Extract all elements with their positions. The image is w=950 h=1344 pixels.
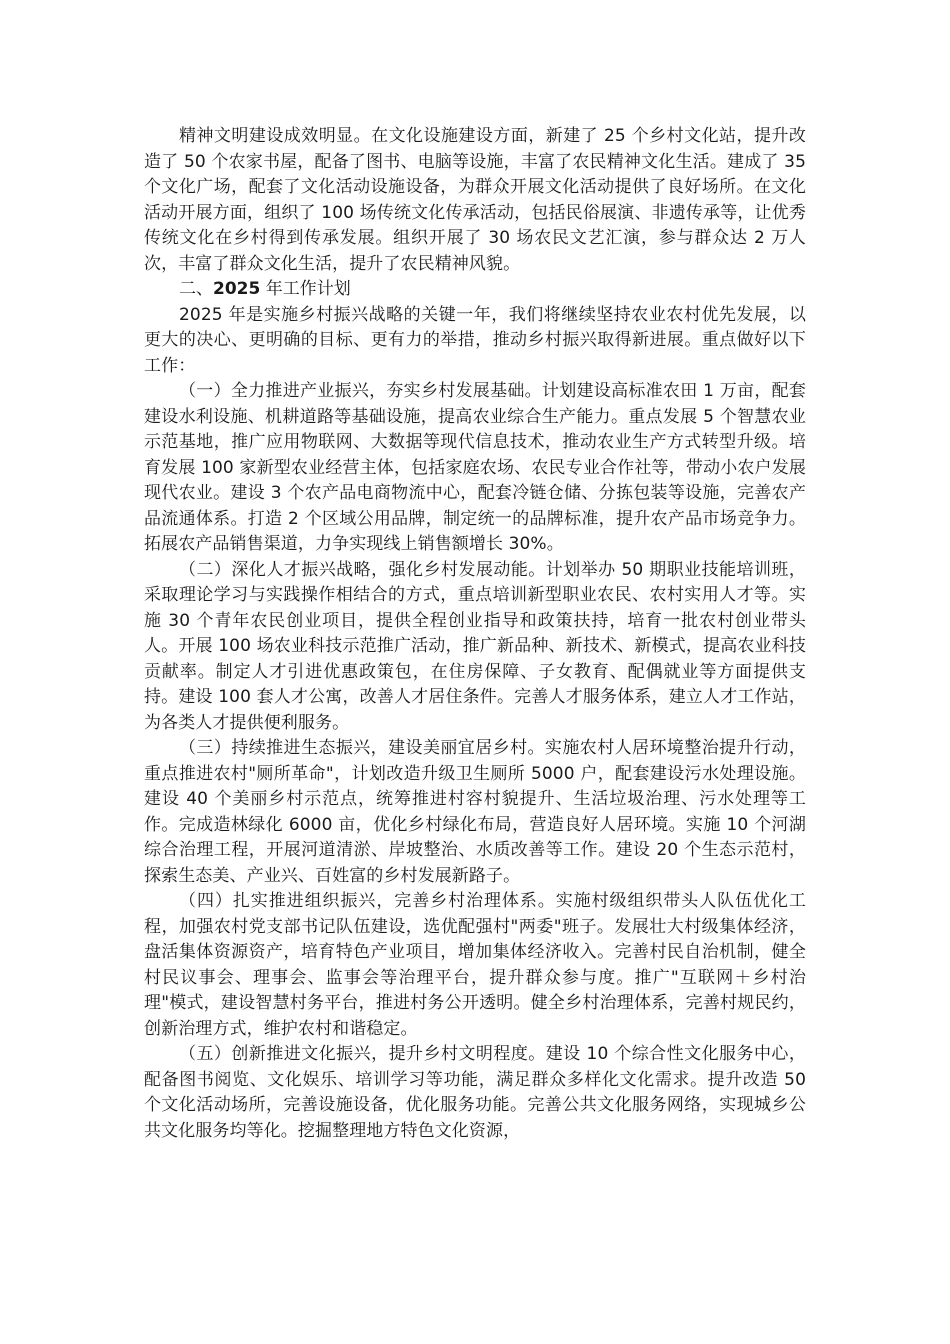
paragraph-cultural-revitalization: （五）创新推进文化振兴，提升乡村文明程度。建设 10 个综合性文化服务中心，配备图书阅览、文化娱乐、培训学习等功能，满足群众多样化文化需求。提升改造 50 个文化活动场所，完善设施设备，优化服务功能。完善公共文化服务网络，实现城乡公共文化服务均等化。挖掘整理地方特色文化资源， (144, 1044, 806, 1141)
paragraph-intro: 2025 年是实施乡村振兴战略的关键一年，我们将继续坚持农业农村优先发展，以更大的决心、更明确的目标、更有力的举措，推动乡村振兴取得新进展。重点做好以下工作： (144, 304, 806, 376)
heading-year: 2025 (213, 279, 261, 299)
paragraph-industry-revitalization: （一）全力推进产业振兴，夯实乡村发展基础。计划建设高标准农田 1 万亩，配套建设水利设施、机耕道路等基础设施，提高农业综合生产能力。重点发展 5 个智慧农业示范基地，推广应用物联网、大数据等现代信息技术，推动农业生产方式转型升级。培育发展 100 家新型农业经营主体，包括家庭农场、农民专业合作社等，带动小农户发展现代农业。建设 3 个农产品电商物流中心，配套冷链仓储、分拣包装等设施，完善农产品流通体系。打造 2 个区域公用品牌，制定统一的品牌标准，提升农产品市场竞争力。拓展农产品销售渠道，力争实现线上销售额增长 30%。 (144, 381, 806, 554)
paragraph-cultural-achievements: 精神文明建设成效明显。在文化设施建设方面，新建了 25 个乡村文化站，提升改造了 50 个农家书屋，配备了图书、电脑等设施，丰富了农民精神文化生活。建成了 35 个文化广场，配套了文化活动设施设备，为群众开展文化活动提供了良好场所。在文化活动开展方面，组织了 100 场传统文化传承活动，包括民俗展演、非遗传承等，让优秀传统文化在乡村得到传承发展。组织开展了 30 场农民文艺汇演，参与群众达 2 万人次，丰富了群众文化生活，提升了农民精神风貌。 (144, 126, 806, 274)
paragraph-organizational-revitalization: （四）扎实推进组织振兴，完善乡村治理体系。实施村级组织带头人队伍优化工程，加强农村党支部书记队伍建设，选优配强村"两委"班子。发展壮大村级集体经济，盘活集体资源资产，培育特色产业项目，增加集体经济收入。完善村民自治机制，健全村民议事会、理事会、监事会等治理平台，提升群众参与度。推广"互联网＋乡村治理"模式，建设智慧村务平台，推进村务公开透明。健全乡村治理体系，完善村规民约，创新治理方式，维护农村和谐稳定。 (144, 891, 806, 1039)
paragraph-ecological-revitalization: （三）持续推进生态振兴，建设美丽宜居乡村。实施农村人居环境整治提升行动，重点推进农村"厕所革命"，计划改造升级卫生厕所 5000 户，配套建设污水处理设施。建设 40 个美丽乡村示范点，统筹推进村容村貌提升、生活垃圾治理、污水处理等工作。完成造林绿化 6000 亩，优化乡村绿化布局，营造良好人居环境。实施 10 个河湖综合治理工程，开展河道清淤、岸坡整治、水质改善等工作。建设 20 个生态示范村，探索生态美、产业兴、百姓富的乡村发展新路子。 (144, 738, 806, 886)
heading-prefix: 二、 (179, 279, 213, 299)
document-page (144, 124, 806, 1144)
section-heading-2025-plan (144, 277, 806, 303)
paragraph-talent-revitalization: （二）深化人才振兴战略，强化乡村发展动能。计划举办 50 期职业技能培训班，采取理论学习与实践操作相结合的方式，重点培训新型职业农民、农村实用人才等。实施 30 个青年农民创业项目，提供全程创业指导和政策扶持，培育一批农村创业带头人。开展 100 场农业科技示范推广活动，推广新品种、新技术、新模式，提高农业科技贡献率。制定人才引进优惠政策包，在住房保障、子女教育、配偶就业等方面提供支持。建设 100 套人才公寓，改善人才居住条件。完善人才服务体系，建立人才工作站，为各类人才提供便利服务。 (144, 559, 806, 733)
heading-suffix: 年工作计划 (260, 279, 351, 299)
